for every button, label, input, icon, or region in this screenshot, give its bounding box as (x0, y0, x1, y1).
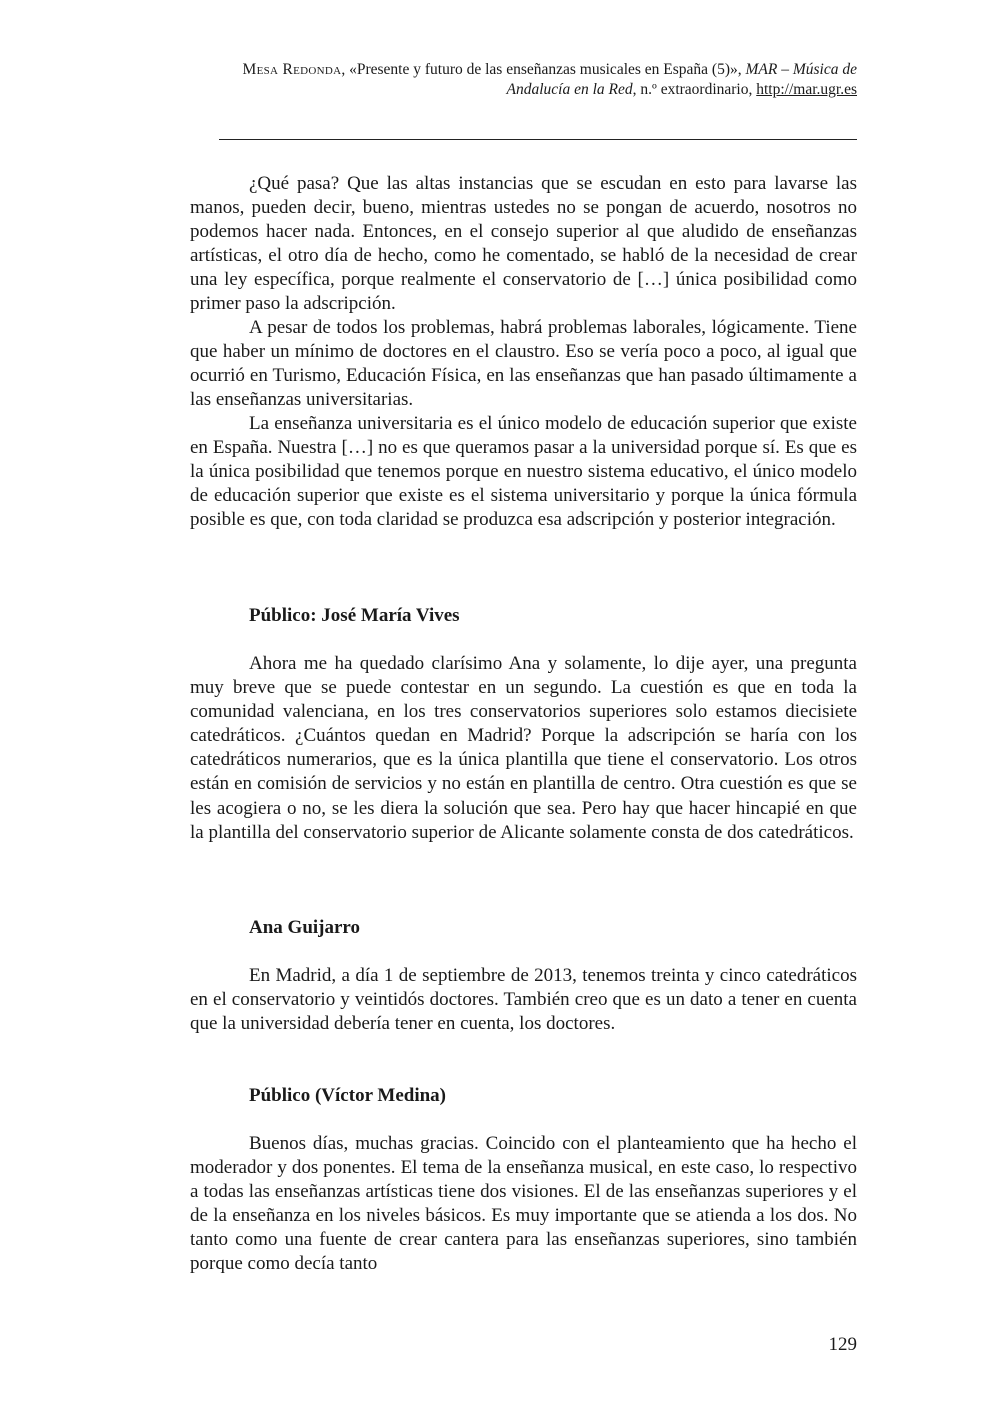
header-issue: , n.º extraordinario, (632, 81, 757, 98)
speaker-heading-ana-guijarro: Ana Guijarro (249, 917, 361, 938)
header-author: Mesa Redonda (242, 61, 342, 78)
header-journal-line1: MAR – Música de (745, 61, 857, 78)
paragraph-4: Ahora me ha quedado clarísimo Ana y solamente, lo dije ayer, una pregunta muy breve que se puede contestar en un segundo. La cuestión es que en toda la comunidad valenciana, en los tres conservatorios superiores solo estamos diecisiete catedráticos. ¿Cuántos quedan en Madrid? Porque la adscripción se haría con los catedráticos numerarios, que es la única plantilla que tiene el conservatorio. Los otros están en comisión de servicios y no están en plantilla de centro. Otra cuestión es que se les acogiera o no, se les diera la solución que sea. Pero hay que hacer hincapié en que la plantilla del conservatorio superior de Alicante solamente consta de dos catedráticos. (190, 653, 857, 843)
paragraph-2: A pesar de todos los problemas, habrá problemas laborales, lógicamente. Tiene que haber un mínimo de doctores en el claustro. Eso se vería poco a poco, al igual que ocurrió en Turismo, Educación Física, en las enseñanzas que han pasado últimamente a las enseñanzas universitarias. (190, 317, 857, 411)
paragraph-1: ¿Qué pasa? Que las altas instancias que se escudan en esto para lavarse las manos, pueden decir, bueno, mientras ustedes no se pongan de acuerdo, nosotros no podemos hacer nada. Entonces, en el consejo superior al que aludido de enseñanzas artísticas, el otro día de hecho, como he comentado, se habló de la necesidad de crear una ley específica, porque realmente el conservatorio de […] única posibilidad como primer paso la adscripción. (190, 173, 857, 315)
page-number: 129 (828, 1334, 857, 1355)
header-url-link[interactable]: http://mar.ugr.es (756, 81, 857, 98)
speaker-heading-jose-maria-vives: Público: José María Vives (249, 605, 460, 626)
header-rule (219, 139, 857, 140)
header-title: , «Presente y futuro de las enseñanzas musicales en España (5)», (341, 61, 746, 78)
paragraph-3: La enseñanza universitaria es el único modelo de educación superior que existe en España. Nuestra […] no es que queramos pasar a la universidad porque sí. Es que es la única posibilidad que tenemos porque en nuestro sistema educativo, el único modelo de educación superior que existe es el sistema universitario y porque la única fórmula posible es que, con toda claridad se produzca esa adscripción y posterior integración. (190, 413, 857, 531)
running-header (190, 60, 857, 100)
header-journal-line2: Andalucía en la Red (506, 81, 633, 98)
speaker-heading-victor-medina: Público (Víctor Medina) (249, 1085, 447, 1106)
paragraph-6: Buenos días, muchas gracias. Coincido con el planteamiento que ha hecho el moderador y dos ponentes. El tema de la enseñanza musical, en este caso, lo respectivo a todas las enseñanzas artísticas tiene dos visiones. El de las enseñanzas superiores y el de la enseñanza en los niveles básicos. Es muy importante que se atienda a los dos. No tanto como una fuente de crear cantera para las enseñanzas superiores, sino también porque como decía tanto (190, 1133, 857, 1275)
paragraph-5: En Madrid, a día 1 de septiembre de 2013, tenemos treinta y cinco catedráticos en el conservatorio y veintidós doctores. También creo que es un dato a tener en cuenta que la universidad debería tener en cuenta, los doctores. (190, 965, 857, 1035)
